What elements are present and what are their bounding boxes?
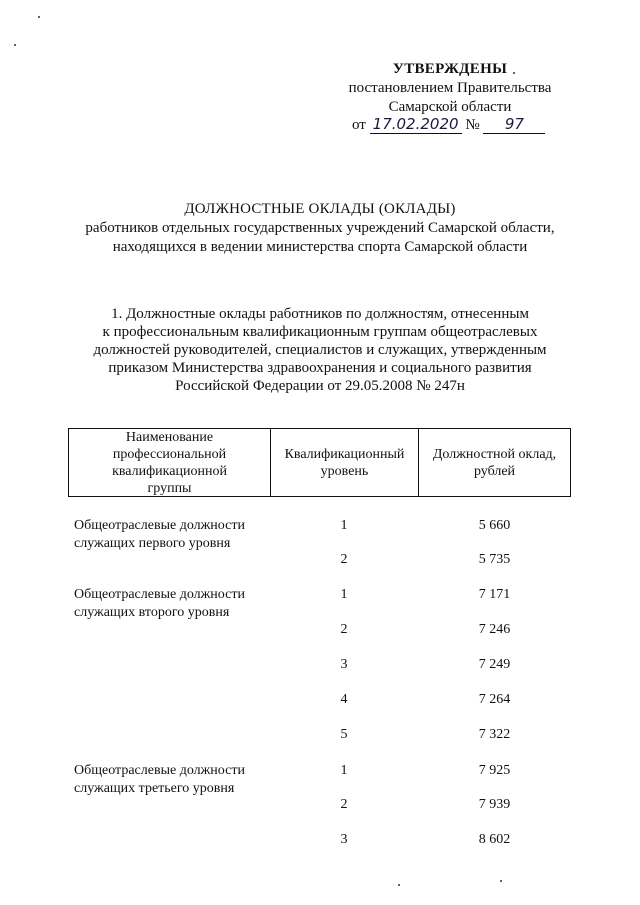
scan-speck xyxy=(14,44,16,46)
header-text: уровень xyxy=(320,463,369,479)
salary-cell: 7 322 xyxy=(478,727,511,742)
table-row xyxy=(68,726,571,746)
approval-block xyxy=(330,60,570,117)
salary-cell: 7 171 xyxy=(478,587,511,602)
scan-speck xyxy=(500,880,502,882)
level-cell: 2 xyxy=(340,797,348,812)
section-line: к профессиональным квалификационным группам общеотраслевых xyxy=(102,324,538,340)
section-line: приказом Министерства здравоохранения и социального развития xyxy=(108,360,532,376)
group-name xyxy=(74,517,274,553)
salary-table xyxy=(68,428,571,847)
title-line: ДОЛЖНОСТНЫЕ ОКЛАДЫ (ОКЛАДЫ) xyxy=(184,201,456,217)
salary-cell: 7 939 xyxy=(478,797,511,812)
handwritten-number: 97 xyxy=(483,116,545,134)
table-row xyxy=(68,762,571,796)
group-name-line: Общеотраслевые должности xyxy=(74,587,245,602)
header-group-name xyxy=(69,429,271,496)
salary-cell: 7 246 xyxy=(478,622,511,637)
level-cell: 5 xyxy=(340,727,348,742)
table-row xyxy=(68,517,571,551)
level-cell: 3 xyxy=(340,832,348,847)
date-prefix: от xyxy=(352,117,366,133)
approval-dateline xyxy=(352,116,545,135)
group-name xyxy=(74,762,274,798)
section-line: Российской Федерации от 29.05.2008 № 247н xyxy=(175,378,465,394)
salary-cell: 8 602 xyxy=(478,832,511,847)
level-cell: 1 xyxy=(340,587,348,602)
table-row xyxy=(68,586,571,620)
salary-cell: 5 660 xyxy=(478,518,511,533)
salary-cell: 7 925 xyxy=(478,763,511,778)
title-line: работников отдельных государственных учреждений Самарской области, xyxy=(85,220,555,236)
level-cell: 1 xyxy=(340,763,348,778)
group-name-line: Общеотраслевые должности xyxy=(74,763,245,778)
group-name-line: служащих второго уровня xyxy=(74,605,230,620)
table-row xyxy=(68,691,571,711)
level-cell: 2 xyxy=(340,622,348,637)
level-cell: 4 xyxy=(340,692,348,707)
table-row xyxy=(68,656,571,676)
table-row xyxy=(68,621,571,641)
header-text: рублей xyxy=(473,463,516,479)
group-name-line: Общеотраслевые должности xyxy=(74,518,245,533)
salary-cell: 7 264 xyxy=(478,692,511,707)
table-row xyxy=(68,796,571,816)
approval-heading: УТВЕРЖДЕНЫ xyxy=(392,61,508,77)
header-text: Наименование xyxy=(125,429,214,445)
header-text: Должностной оклад, xyxy=(432,446,557,462)
level-cell: 2 xyxy=(340,552,348,567)
section-line: должностей руководителей, специалистов и служащих, утвержденным xyxy=(93,342,547,358)
header-text: группы xyxy=(147,480,192,496)
approval-line: Самарской области xyxy=(388,99,512,115)
level-cell: 3 xyxy=(340,657,348,672)
section-line: 1. Должностные оклады работников по должностям, отнесенным xyxy=(111,306,529,322)
table-header xyxy=(68,428,571,497)
header-salary xyxy=(419,429,570,496)
header-text: квалификационной xyxy=(112,463,227,479)
section-heading xyxy=(0,305,640,395)
group-name xyxy=(74,586,274,622)
level-cell: 1 xyxy=(340,518,348,533)
title-line: находящихся в ведении министерства спорта Самарской области xyxy=(112,239,528,255)
table-row xyxy=(68,831,571,851)
table-row xyxy=(68,551,571,571)
number-prefix: № xyxy=(465,117,480,133)
group-name-line: служащих первого уровня xyxy=(74,536,231,551)
header-text: Квалификационный xyxy=(284,446,405,462)
header-qualification-level xyxy=(271,429,419,496)
header-text: профессиональной xyxy=(112,446,227,462)
approval-line: постановлением Правительства xyxy=(348,80,552,96)
salary-cell: 7 249 xyxy=(478,657,511,672)
document-title xyxy=(0,200,640,257)
scan-speck xyxy=(398,884,400,886)
handwritten-date: 17.02.2020 xyxy=(370,116,462,134)
scan-speck xyxy=(38,16,40,18)
group-name-line: служащих третьего уровня xyxy=(74,781,235,796)
salary-cell: 5 735 xyxy=(478,552,511,567)
